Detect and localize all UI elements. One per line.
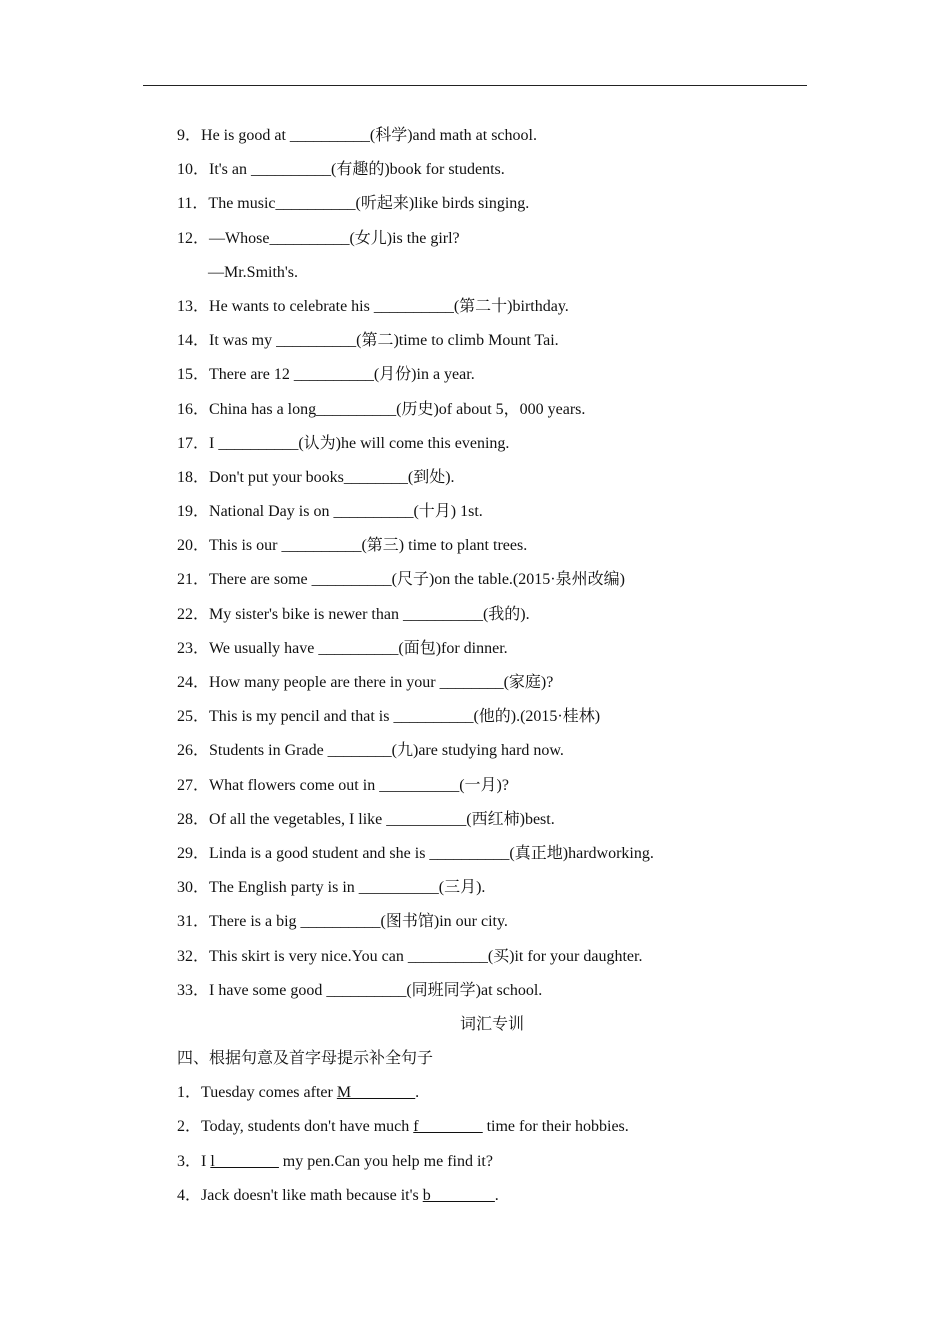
question-text: —Whose__________(女儿)is the girl?: [209, 229, 460, 247]
question-text: The English party is in __________(三月).: [209, 879, 486, 897]
question-30: [177, 875, 817, 909]
question-12: [177, 226, 817, 260]
question-number: 3．: [177, 1152, 202, 1170]
question-number: 25．: [177, 708, 210, 726]
question-16: [177, 397, 817, 431]
question-text-before: Today, students don't have much: [201, 1118, 414, 1136]
question-number: 31．: [177, 913, 210, 931]
question-number: 16．: [177, 400, 210, 418]
question-21: [177, 567, 817, 601]
letter-hint-blank: M________: [336, 1084, 416, 1102]
question-10: [177, 157, 817, 191]
question-text: This skirt is very nice.You can __________(买)it for your daughter.: [209, 947, 643, 965]
question-text: He is good at __________(科学)and math at school.: [201, 127, 537, 144]
question-27: [177, 773, 817, 807]
question-15: [177, 362, 817, 396]
question-33: [177, 978, 817, 1012]
question-number: 13．: [177, 297, 210, 315]
question-number: 23．: [177, 639, 210, 657]
question-number: 24．: [177, 674, 210, 691]
question-9: [177, 123, 817, 157]
question-17: [177, 431, 817, 465]
question-22: [177, 602, 817, 636]
section-title: 词汇专训: [459, 1015, 524, 1033]
question-text: I have some good __________(同班同学)at school.: [209, 981, 543, 999]
question-number: 1．: [177, 1084, 202, 1102]
question-29: [177, 841, 817, 875]
question-31: [177, 909, 817, 943]
question-text-before: Jack doesn't like math because it's: [201, 1186, 423, 1204]
question-number: 28．: [177, 810, 210, 828]
question-12-answer: —Mr.Smith's.: [208, 263, 299, 281]
question-text: It was my __________(第二)time to climb Mount Tai.: [209, 332, 559, 350]
question-text: My sister's bike is newer than __________(我的).: [209, 605, 530, 623]
part4-question-2: [177, 1114, 817, 1148]
question-number: 21．: [177, 571, 210, 589]
letter-hint-blank: b________: [422, 1186, 495, 1204]
question-text: There is a big __________(图书馆)in our city.: [209, 913, 508, 931]
question-number: 26．: [177, 742, 210, 760]
question-text: How many people are there in your ________(家庭)?: [209, 674, 554, 691]
question-number: 19．: [177, 503, 210, 521]
question-11: [177, 191, 817, 225]
question-text-after: time for their hobbies.: [482, 1118, 629, 1136]
question-number: 17．: [177, 434, 210, 452]
question-text: There are 12 __________(月份)in a year.: [209, 366, 475, 384]
question-number: 2．: [177, 1118, 202, 1136]
question-text: Don't put your books________(到处).: [209, 468, 455, 486]
question-32: [177, 944, 817, 978]
question-28: [177, 807, 817, 841]
question-14: [177, 328, 817, 362]
question-number: 32．: [177, 947, 210, 965]
question-19: [177, 499, 817, 533]
question-number: 10．: [177, 161, 210, 179]
question-13: [177, 294, 817, 328]
header-rule: [143, 85, 807, 86]
question-text: We usually have __________(面包)for dinner.: [209, 639, 508, 657]
question-text: Of all the vegetables, I like __________(西红柿)best.: [209, 810, 555, 828]
question-26: [177, 738, 817, 772]
question-text-after: .: [415, 1084, 420, 1102]
part4-question-3: [177, 1149, 817, 1183]
question-number: 27．: [177, 776, 210, 794]
question-25: [177, 704, 817, 738]
question-text-before: I: [201, 1152, 211, 1170]
question-text: I __________(认为)he will come this evening.: [209, 434, 510, 452]
part4-heading: 四、根据句意及首字母提示补全句子: [177, 1050, 434, 1068]
letter-hint-blank: f________: [413, 1118, 483, 1136]
question-text-before: Tuesday comes after: [201, 1084, 337, 1102]
question-23: [177, 636, 817, 670]
question-number: 33．: [177, 981, 210, 999]
question-number: 9．: [177, 127, 202, 144]
question-number: 22．: [177, 605, 210, 623]
question-text: This is my pencil and that is __________(他的).(2015·桂林): [209, 708, 601, 726]
question-text: What flowers come out in __________(一月)?: [209, 776, 509, 794]
question-text: It's an __________(有趣的)book for students.: [209, 161, 505, 179]
question-number: 15．: [177, 366, 210, 384]
question-18: [177, 465, 817, 499]
part4-question-1: [177, 1080, 817, 1114]
question-number: 12．: [177, 229, 210, 247]
letter-hint-blank: l________: [210, 1152, 279, 1170]
question-20: [177, 533, 817, 567]
question-text: The music__________(听起来)like birds singing.: [208, 195, 530, 213]
question-text-after: my pen.Can you help me find it?: [278, 1152, 493, 1170]
question-number: 18．: [177, 468, 210, 486]
question-text: China has a long__________(历史)of about 5，000 years.: [209, 400, 586, 418]
question-text: Students in Grade ________(九)are studying hard now.: [209, 742, 564, 760]
part4-question-4: [177, 1183, 817, 1217]
question-text: There are some __________(尺子)on the table.(2015·泉州改编): [209, 571, 625, 589]
question-number: 11．: [177, 195, 209, 213]
question-number: 4．: [177, 1186, 202, 1204]
question-number: 29．: [177, 844, 210, 862]
question-text: Linda is a good student and she is __________(真正地)hardworking.: [209, 844, 654, 862]
question-text: National Day is on __________(十月) 1st.: [209, 503, 483, 521]
question-number: 20．: [177, 537, 210, 555]
question-number: 14．: [177, 332, 210, 350]
question-text: He wants to celebrate his __________(第二十)birthday.: [209, 297, 569, 315]
worksheet-content: [177, 123, 817, 1217]
question-number: 30．: [177, 879, 210, 897]
question-text: This is our __________(第三) time to plant trees.: [209, 537, 528, 555]
question-24: [177, 670, 817, 704]
question-text-after: .: [494, 1186, 499, 1204]
